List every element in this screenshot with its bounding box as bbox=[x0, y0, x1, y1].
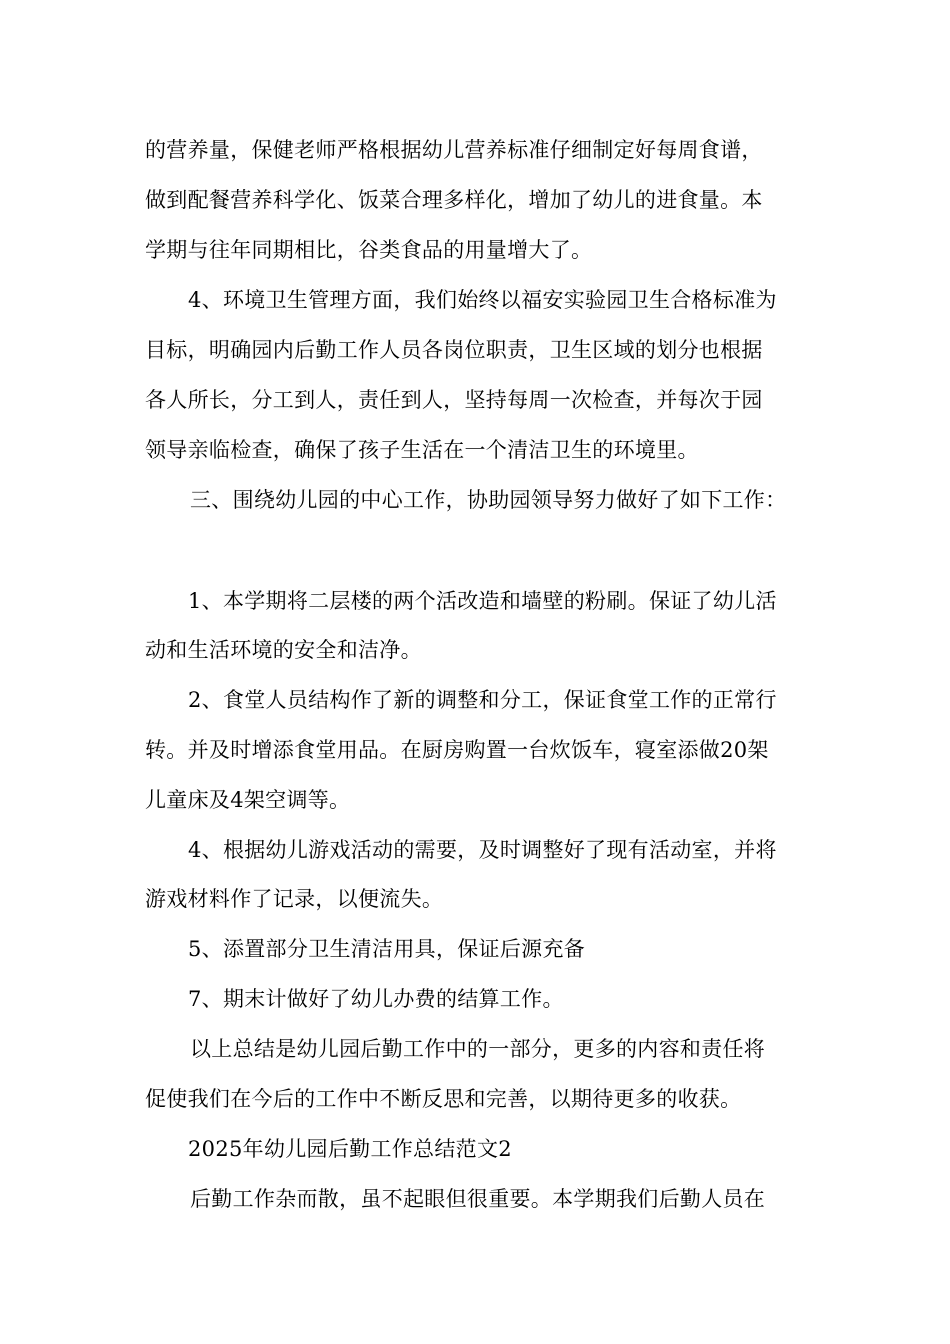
text-line: 各人所长，分工到人，责任到人，坚持每周一次检查，并每次于园 bbox=[145, 388, 763, 412]
text-line: 做到配餐营养科学化、饭菜合理多样化，增加了幼儿的进食量。本 bbox=[145, 188, 763, 212]
paragraph-start: 1、本学期将二层楼的两个活改造和墙壁的粉刷。保证了幼儿活 bbox=[188, 589, 777, 613]
paragraph-start: 2、食堂人员结构作了新的调整和分工，保证食堂工作的正常行 bbox=[188, 688, 777, 712]
text-line: 的营养量，保健老师严格根据幼儿营养标准仔细制定好每周食谱， bbox=[145, 138, 763, 162]
paragraph-start: 7、期末计做好了幼儿办费的结算工作。 bbox=[188, 987, 564, 1011]
text-line: 儿童床及4架空调等。 bbox=[145, 788, 351, 812]
paragraph-start: 4、环境卫生管理方面，我们始终以福安实验园卫生合格标准为 bbox=[188, 288, 777, 312]
text-line: 游戏材料作了记录，以便流失。 bbox=[145, 887, 444, 911]
text-line: 领导亲临检查，确保了孩子生活在一个清洁卫生的环境里。 bbox=[145, 438, 699, 462]
paragraph-start: 以上总结是幼儿园后勤工作中的一部分，更多的内容和责任将 bbox=[190, 1037, 766, 1061]
article-title: 2025年幼儿园后勤工作总结范文2 bbox=[188, 1137, 512, 1161]
text-line: 学期与往年同期相比，谷类食品的用量增大了。 bbox=[145, 238, 593, 262]
text-line: 动和生活环境的安全和洁净。 bbox=[145, 638, 422, 662]
paragraph-start: 后勤工作杂而散，虽不起眼但很重要。本学期我们后勤人员在 bbox=[190, 1187, 766, 1211]
paragraph-start: 4、根据幼儿游戏活动的需要，及时调整好了现有活动室，并将 bbox=[188, 838, 777, 862]
text-line: 转。并及时增添食堂用品。在厨房购置一台炊饭车，寝室添做20架 bbox=[145, 738, 769, 762]
paragraph-start: 5、添置部分卫生清洁用具，保证后源充备 bbox=[188, 937, 586, 961]
text-line: 目标，明确园内后勤工作人员各岗位职责，卫生区域的划分也根据 bbox=[145, 338, 763, 362]
text-line: 促使我们在今后的工作中不断反思和完善，以期待更多的收获。 bbox=[145, 1087, 742, 1111]
section-heading: 三、围绕幼儿园的中心工作，协助园领导努力做好了如下工作： bbox=[190, 488, 787, 512]
